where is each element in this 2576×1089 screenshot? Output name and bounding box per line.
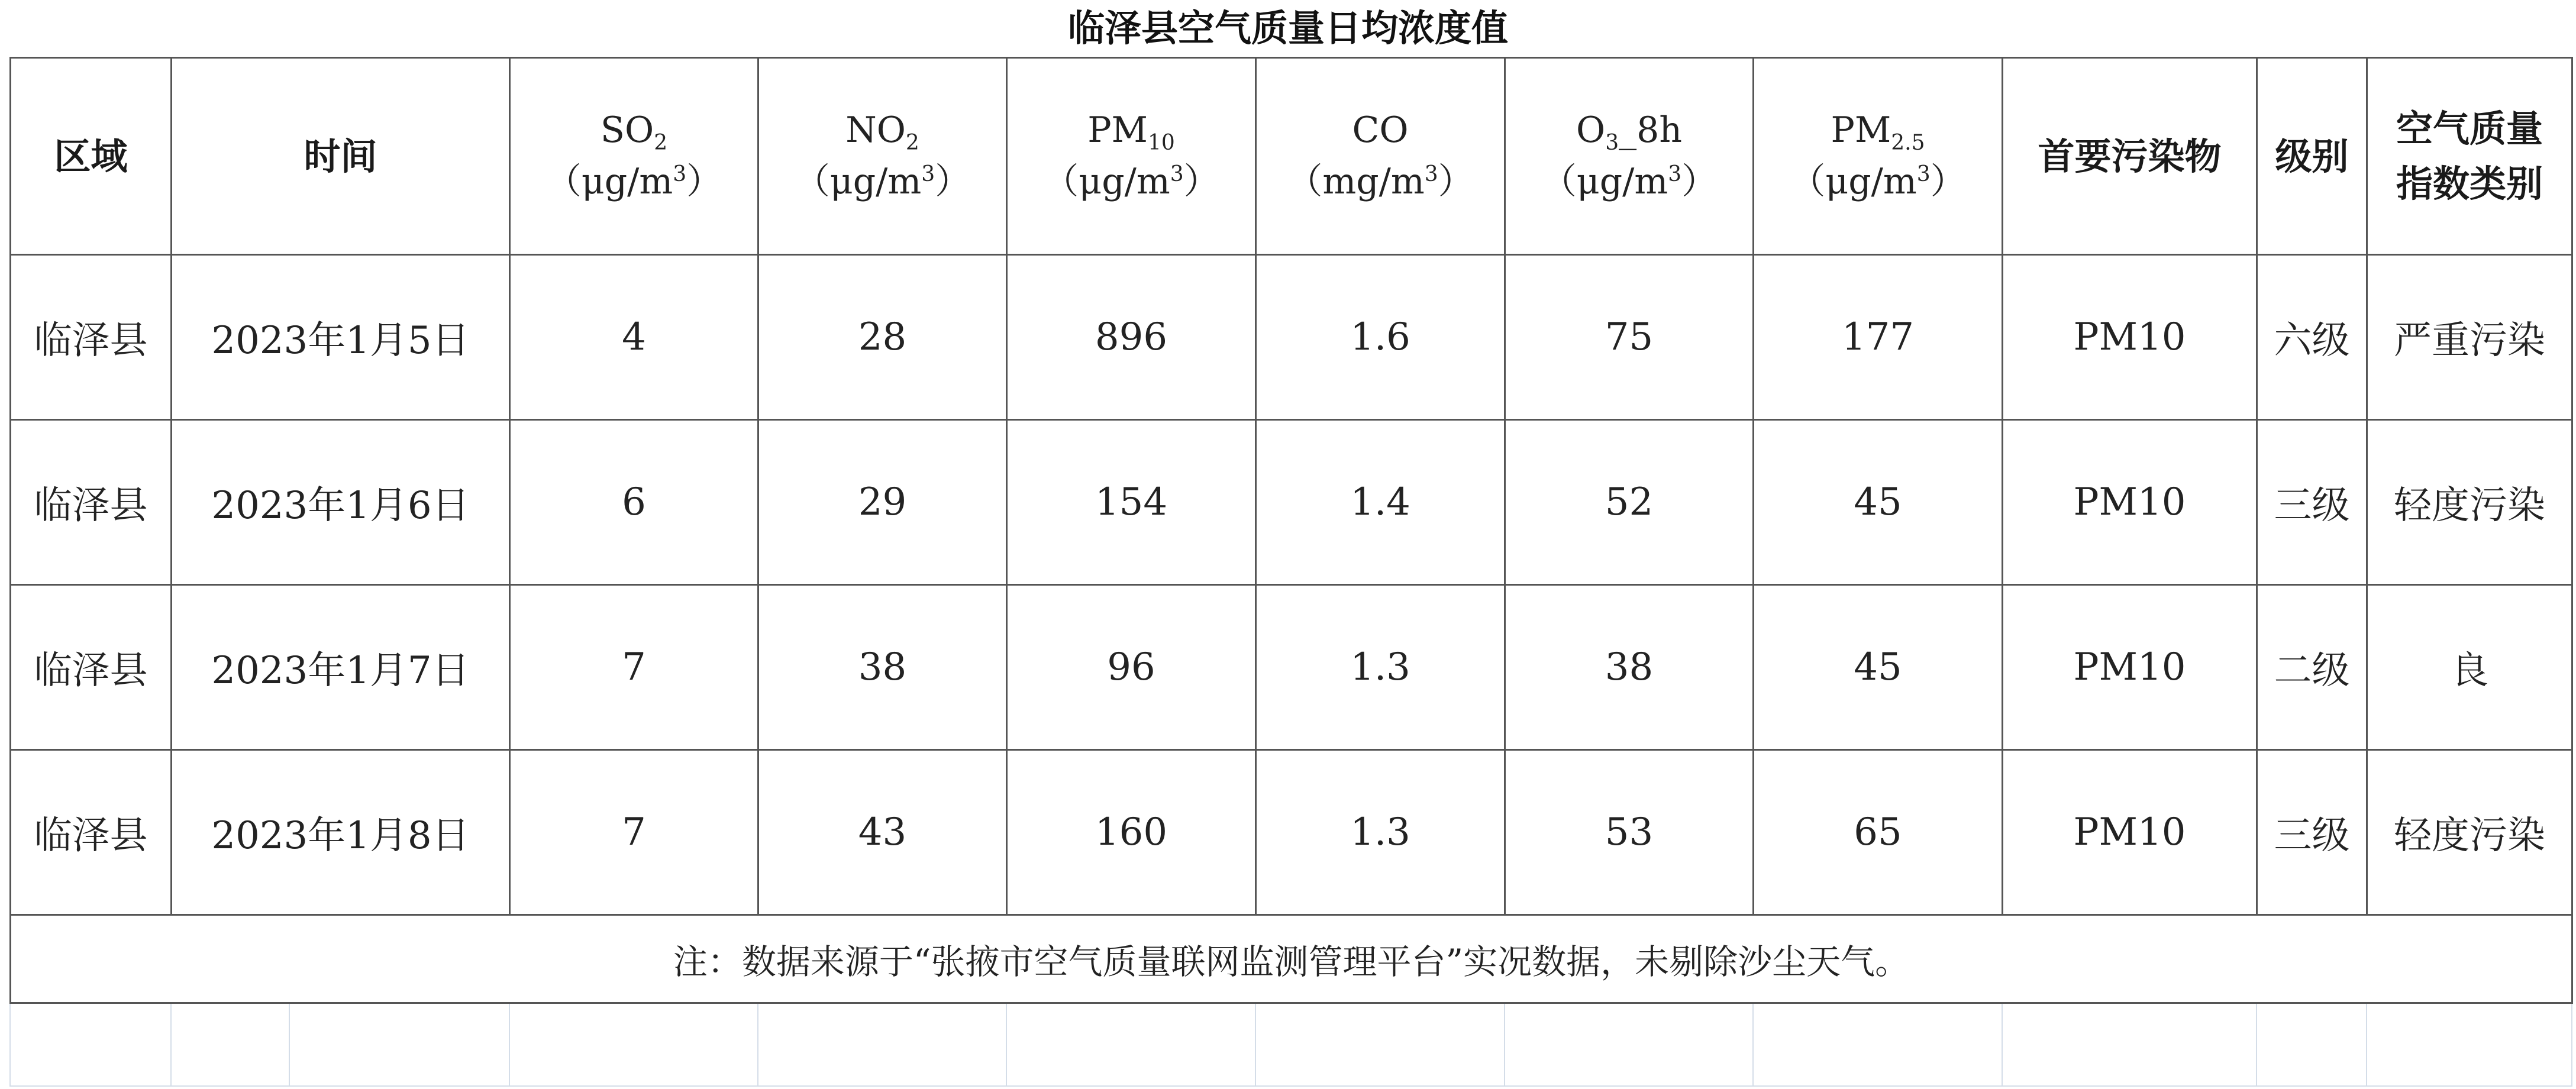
cell-primary-pollutant: PM10 [2003,255,2257,420]
header-level: 级别 [2257,58,2367,255]
empty-cell[interactable] [171,1004,289,1086]
cell-region: 临泽县 [11,420,172,585]
cell-no2: 38 [758,585,1007,750]
empty-cell[interactable] [1006,1004,1255,1086]
header-time: 时间 [172,58,510,255]
cell-region: 临泽县 [11,585,172,750]
cell-primary-pollutant: PM10 [2003,750,2257,915]
cell-time: 2023年1月6日 [172,420,510,585]
cell-pm10: 896 [1007,255,1256,420]
cell-pm10: 160 [1007,750,1256,915]
table-title: 临泽县空气质量日均浓度值 [1067,7,1508,50]
header-o3-8h: $O_3\_8h$ $(\mu g/m^3)$ [1505,58,1754,255]
cell-pm25: 177 [1754,255,2003,420]
empty-cell[interactable] [2257,1004,2367,1086]
header-pm25: $PM_{2.5}$ $(\mu g/m^3)$ [1754,58,2003,255]
empty-cell[interactable] [2367,1004,2572,1086]
cell-so2: 6 [510,420,758,585]
empty-cell[interactable] [1505,1004,1753,1086]
cell-aqi-category: 严重污染 [2367,255,2572,420]
cell-o3-8h: 52 [1505,420,1754,585]
cell-aqi-category: 轻度污染 [2367,750,2572,915]
cell-no2: 28 [758,255,1007,420]
air-quality-table [9,57,2573,1004]
header-no2: $NO_2$ $(\mu g/m^3)$ [758,58,1007,255]
empty-grid-row [9,1004,2572,1087]
empty-cell[interactable] [289,1004,509,1086]
cell-primary-pollutant: PM10 [2003,585,2257,750]
empty-cell[interactable] [509,1004,758,1086]
header-aqi-category: 空气质量 指数类别 [2367,58,2572,255]
cell-aqi-category: 轻度污染 [2367,420,2572,585]
table-row [11,585,2572,750]
empty-cell[interactable] [1753,1004,2002,1086]
header-row [11,58,2572,255]
cell-pm10: 154 [1007,420,1256,585]
cell-level: 二级 [2257,585,2367,750]
cell-pm25: 65 [1754,750,2003,915]
cell-so2: 7 [510,585,758,750]
cell-region: 临泽县 [11,750,172,915]
cell-region: 临泽县 [11,255,172,420]
note-row [11,915,2572,1003]
cell-level: 三级 [2257,750,2367,915]
cell-no2: 29 [758,420,1007,585]
header-region: 区域 [11,58,172,255]
table-row [11,750,2572,915]
cell-no2: 43 [758,750,1007,915]
cell-o3-8h: 75 [1505,255,1754,420]
footnote: 注：数据来源于“张掖市空气质量联网监测管理平台”实况数据，未剔除沙尘天气。 [11,915,2572,1003]
empty-cell[interactable] [10,1004,171,1086]
header-primary-pollutant: 首要污染物 [2003,58,2257,255]
cell-pm25: 45 [1754,585,2003,750]
cell-co: 1.4 [1256,420,1505,585]
cell-o3-8h: 38 [1505,585,1754,750]
empty-cell[interactable] [758,1004,1006,1086]
header-co: CO $(mg/m^3)$ [1256,58,1505,255]
header-pm10: $PM_{10}$ $(\mu g/m^3)$ [1007,58,1256,255]
cell-so2: 4 [510,255,758,420]
cell-primary-pollutant: PM10 [2003,420,2257,585]
header-so2: $SO_2$ $(\mu g/m^3)$ [510,58,758,255]
cell-time: 2023年1月7日 [172,585,510,750]
cell-co: 1.3 [1256,585,1505,750]
table-row [11,255,2572,420]
cell-level: 六级 [2257,255,2367,420]
cell-co: 1.3 [1256,750,1505,915]
cell-time: 2023年1月5日 [172,255,510,420]
empty-cell[interactable] [2002,1004,2257,1086]
cell-aqi-category: 良 [2367,585,2572,750]
cell-o3-8h: 53 [1505,750,1754,915]
cell-pm10: 96 [1007,585,1256,750]
cell-so2: 7 [510,750,758,915]
cell-pm25: 45 [1754,420,2003,585]
empty-cell[interactable] [1255,1004,1505,1086]
cell-level: 三级 [2257,420,2367,585]
table-row [11,420,2572,585]
cell-time: 2023年1月8日 [172,750,510,915]
cell-co: 1.6 [1256,255,1505,420]
